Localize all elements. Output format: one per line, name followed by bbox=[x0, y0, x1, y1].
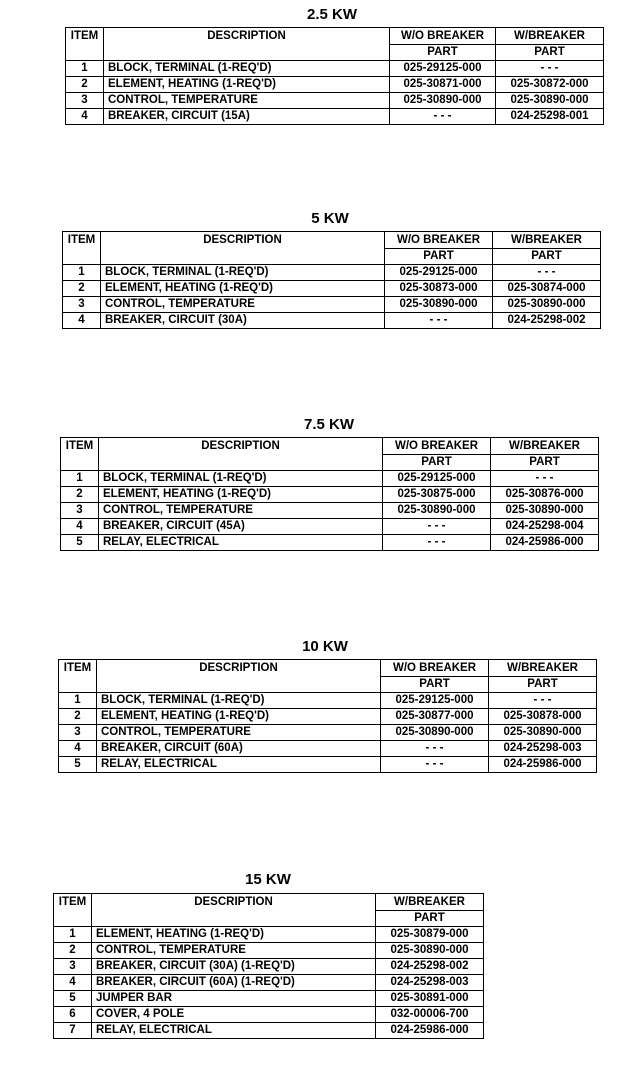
col-header-wo-breaker: W/O BREAKER bbox=[381, 660, 489, 677]
table-row bbox=[54, 959, 484, 975]
item-description: BLOCK, TERMINAL (1-REQ'D) bbox=[97, 693, 381, 709]
part-number-w-breaker: 025-30879-000 bbox=[376, 927, 484, 943]
col-header-item: ITEM bbox=[66, 28, 104, 45]
item-description: RELAY, ELECTRICAL bbox=[99, 535, 383, 551]
table-title: 7.5 KW bbox=[303, 416, 354, 433]
part-number-w-breaker: 025-30890-000 bbox=[489, 725, 597, 741]
table-row bbox=[63, 313, 601, 329]
item-number: 4 bbox=[59, 741, 97, 757]
col-header-description: DESCRIPTION bbox=[92, 894, 376, 911]
item-description: CONTROL, TEMPERATURE bbox=[92, 943, 376, 959]
part-number-w-breaker: 025-30890-000 bbox=[493, 297, 601, 313]
item-number: 3 bbox=[59, 725, 97, 741]
parts-table-15kw bbox=[53, 893, 484, 1039]
item-number: 1 bbox=[61, 471, 99, 487]
table-title: 15 KW bbox=[245, 871, 291, 888]
item-description: ELEMENT, HEATING (1-REQ'D) bbox=[97, 709, 381, 725]
part-number-w-breaker: 025-30891-000 bbox=[376, 991, 484, 1007]
item-number: 5 bbox=[54, 991, 92, 1007]
col-header-part: PART bbox=[493, 249, 601, 265]
part-number-w-breaker: 025-30890-000 bbox=[496, 93, 604, 109]
table-row bbox=[61, 471, 599, 487]
part-number-w-breaker: - - - bbox=[493, 265, 601, 281]
part-number-w-breaker: 032-00006-700 bbox=[376, 1007, 484, 1023]
item-description: CONTROL, TEMPERATURE bbox=[104, 93, 390, 109]
item-number: 1 bbox=[66, 61, 104, 77]
item-description: BLOCK, TERMINAL (1-REQ'D) bbox=[99, 471, 383, 487]
item-description: BREAKER, CIRCUIT (60A) (1-REQ'D) bbox=[92, 975, 376, 991]
item-number: 1 bbox=[54, 927, 92, 943]
parts-table-2-5kw bbox=[65, 27, 604, 125]
part-number-w-breaker: 025-30878-000 bbox=[489, 709, 597, 725]
part-number-w-breaker: 024-25298-002 bbox=[376, 959, 484, 975]
part-number-wo-breaker: 025-30890-000 bbox=[383, 503, 491, 519]
part-number-wo-breaker: - - - bbox=[381, 741, 489, 757]
item-number: 3 bbox=[66, 93, 104, 109]
table-row bbox=[59, 725, 597, 741]
item-description: CONTROL, TEMPERATURE bbox=[99, 503, 383, 519]
table-row bbox=[54, 991, 484, 1007]
col-header-description: DESCRIPTION bbox=[99, 438, 383, 455]
item-description: ELEMENT, HEATING (1-REQ'D) bbox=[101, 281, 385, 297]
item-description: JUMPER BAR bbox=[92, 991, 376, 1007]
col-header-item: ITEM bbox=[63, 232, 101, 249]
col-header-description: DESCRIPTION bbox=[97, 660, 381, 677]
item-description: CONTROL, TEMPERATURE bbox=[101, 297, 385, 313]
part-number-w-breaker: 024-25986-000 bbox=[376, 1023, 484, 1039]
table-row bbox=[66, 77, 604, 93]
table-row bbox=[61, 519, 599, 535]
item-number: 5 bbox=[61, 535, 99, 551]
item-number: 3 bbox=[63, 297, 101, 313]
item-description: BLOCK, TERMINAL (1-REQ'D) bbox=[101, 265, 385, 281]
item-number: 2 bbox=[63, 281, 101, 297]
item-number: 3 bbox=[61, 503, 99, 519]
part-number-w-breaker: 025-30876-000 bbox=[491, 487, 599, 503]
part-number-wo-breaker: - - - bbox=[381, 757, 489, 773]
part-number-w-breaker: - - - bbox=[496, 61, 604, 77]
part-number-w-breaker: 024-25298-003 bbox=[489, 741, 597, 757]
item-description: ELEMENT, HEATING (1-REQ'D) bbox=[99, 487, 383, 503]
col-header-part: PART bbox=[381, 677, 489, 693]
part-number-wo-breaker: 025-30873-000 bbox=[385, 281, 493, 297]
parts-table-5kw bbox=[62, 231, 601, 329]
part-number-wo-breaker: 025-30890-000 bbox=[385, 297, 493, 313]
part-number-wo-breaker: 025-30890-000 bbox=[390, 93, 496, 109]
item-number: 1 bbox=[63, 265, 101, 281]
item-description: COVER, 4 POLE bbox=[92, 1007, 376, 1023]
part-number-wo-breaker: 025-30890-000 bbox=[381, 725, 489, 741]
part-number-wo-breaker: 025-29125-000 bbox=[390, 61, 496, 77]
part-number-wo-breaker: 025-29125-000 bbox=[381, 693, 489, 709]
item-description: BREAKER, CIRCUIT (60A) bbox=[97, 741, 381, 757]
col-header-w-breaker: W/BREAKER bbox=[489, 660, 597, 677]
part-number-wo-breaker: 025-30877-000 bbox=[381, 709, 489, 725]
col-header-wo-breaker: W/O BREAKER bbox=[383, 438, 491, 455]
part-number-w-breaker: 024-25986-000 bbox=[489, 757, 597, 773]
part-number-wo-breaker: 025-30871-000 bbox=[390, 77, 496, 93]
item-number: 4 bbox=[66, 109, 104, 125]
table-row bbox=[54, 1023, 484, 1039]
part-number-w-breaker: 025-30872-000 bbox=[496, 77, 604, 93]
part-number-w-breaker: 024-25298-003 bbox=[376, 975, 484, 991]
item-description: ELEMENT, HEATING (1-REQ'D) bbox=[92, 927, 376, 943]
table-row bbox=[59, 693, 597, 709]
item-description: BREAKER, CIRCUIT (15A) bbox=[104, 109, 390, 125]
table-row bbox=[66, 61, 604, 77]
col-header-part: PART bbox=[489, 677, 597, 693]
item-description: RELAY, ELECTRICAL bbox=[97, 757, 381, 773]
item-number: 2 bbox=[54, 943, 92, 959]
col-header-description: DESCRIPTION bbox=[101, 232, 385, 249]
col-header-part: PART bbox=[496, 45, 604, 61]
item-number: 5 bbox=[59, 757, 97, 773]
part-number-wo-breaker: - - - bbox=[383, 535, 491, 551]
item-number: 4 bbox=[61, 519, 99, 535]
part-number-wo-breaker: - - - bbox=[390, 109, 496, 125]
part-number-w-breaker: 024-25986-000 bbox=[491, 535, 599, 551]
col-header-part: PART bbox=[491, 455, 599, 471]
item-description: BREAKER, CIRCUIT (45A) bbox=[99, 519, 383, 535]
table-row bbox=[61, 487, 599, 503]
table-title: 2.5 KW bbox=[306, 6, 357, 23]
table-row bbox=[63, 265, 601, 281]
col-header-w-breaker: W/BREAKER bbox=[493, 232, 601, 249]
col-header-item: ITEM bbox=[59, 660, 97, 677]
table-row bbox=[59, 709, 597, 725]
table-row bbox=[63, 297, 601, 313]
part-number-wo-breaker: 025-29125-000 bbox=[385, 265, 493, 281]
table-row bbox=[54, 975, 484, 991]
item-description: BLOCK, TERMINAL (1-REQ'D) bbox=[104, 61, 390, 77]
parts-table-7-5kw bbox=[60, 437, 599, 551]
table-row bbox=[63, 281, 601, 297]
item-description: BREAKER, CIRCUIT (30A) bbox=[101, 313, 385, 329]
table-row bbox=[59, 757, 597, 773]
part-number-w-breaker: 024-25298-001 bbox=[496, 109, 604, 125]
part-number-w-breaker: 024-25298-004 bbox=[491, 519, 599, 535]
table-row bbox=[66, 109, 604, 125]
item-description: ELEMENT, HEATING (1-REQ'D) bbox=[104, 77, 390, 93]
table-title: 10 KW bbox=[302, 638, 348, 655]
col-header-w-breaker: W/BREAKER bbox=[376, 894, 484, 911]
table-row bbox=[66, 93, 604, 109]
item-number: 3 bbox=[54, 959, 92, 975]
col-header-part: PART bbox=[383, 455, 491, 471]
table-row bbox=[61, 535, 599, 551]
col-header-wo-breaker: W/O BREAKER bbox=[385, 232, 493, 249]
part-number-w-breaker: 025-30890-000 bbox=[376, 943, 484, 959]
part-number-w-breaker: 024-25298-002 bbox=[493, 313, 601, 329]
table-row bbox=[59, 741, 597, 757]
col-header-item: ITEM bbox=[61, 438, 99, 455]
item-number: 1 bbox=[59, 693, 97, 709]
table-row bbox=[54, 1007, 484, 1023]
part-number-w-breaker: 025-30890-000 bbox=[491, 503, 599, 519]
parts-table-10kw bbox=[58, 659, 597, 773]
col-header-part: PART bbox=[385, 249, 493, 265]
table-row bbox=[61, 503, 599, 519]
item-number: 6 bbox=[54, 1007, 92, 1023]
col-header-item: ITEM bbox=[54, 894, 92, 911]
col-header-w-breaker: W/BREAKER bbox=[491, 438, 599, 455]
part-number-wo-breaker: - - - bbox=[383, 519, 491, 535]
col-header-w-breaker: W/BREAKER bbox=[496, 28, 604, 45]
part-number-w-breaker: - - - bbox=[491, 471, 599, 487]
item-description: CONTROL, TEMPERATURE bbox=[97, 725, 381, 741]
col-header-wo-breaker: W/O BREAKER bbox=[390, 28, 496, 45]
col-header-part: PART bbox=[376, 911, 484, 927]
item-number: 2 bbox=[59, 709, 97, 725]
table-row bbox=[54, 927, 484, 943]
part-number-wo-breaker: 025-29125-000 bbox=[383, 471, 491, 487]
part-number-w-breaker: - - - bbox=[489, 693, 597, 709]
col-header-part: PART bbox=[390, 45, 496, 61]
table-row bbox=[54, 943, 484, 959]
part-number-wo-breaker: - - - bbox=[385, 313, 493, 329]
part-number-w-breaker: 025-30874-000 bbox=[493, 281, 601, 297]
item-number: 7 bbox=[54, 1023, 92, 1039]
item-description: RELAY, ELECTRICAL bbox=[92, 1023, 376, 1039]
item-number: 2 bbox=[66, 77, 104, 93]
item-number: 4 bbox=[63, 313, 101, 329]
item-description: BREAKER, CIRCUIT (30A) (1-REQ'D) bbox=[92, 959, 376, 975]
item-number: 4 bbox=[54, 975, 92, 991]
table-title: 5 KW bbox=[311, 210, 349, 227]
col-header-description: DESCRIPTION bbox=[104, 28, 390, 45]
part-number-wo-breaker: 025-30875-000 bbox=[383, 487, 491, 503]
item-number: 2 bbox=[61, 487, 99, 503]
